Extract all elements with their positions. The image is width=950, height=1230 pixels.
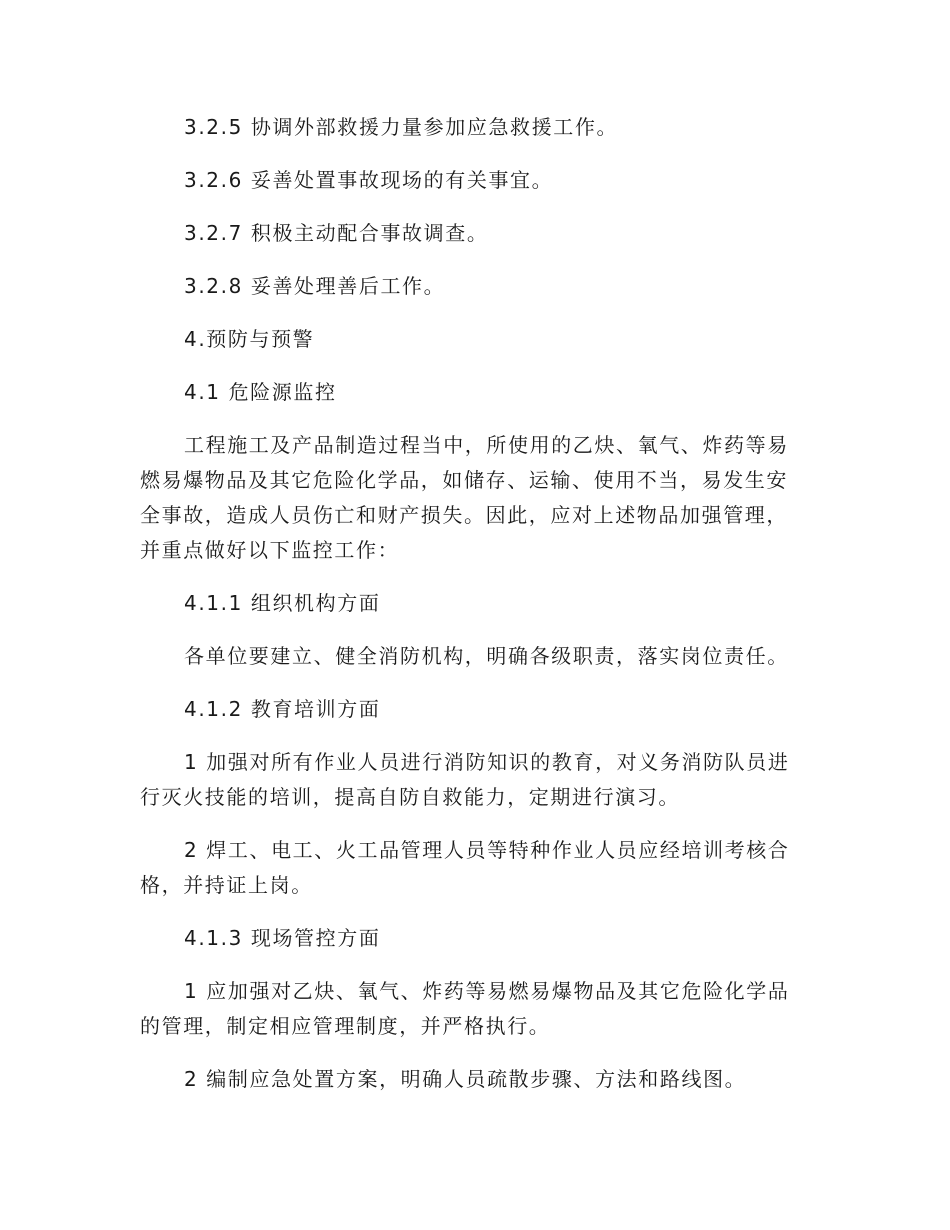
heading-4-prevention-warning: 4.预防与预警: [184, 327, 315, 351]
paragraph-site-control-2: 2 编制应急处置方案，明确人员疏散步骤、方法和路线图。: [184, 1067, 747, 1091]
heading-4-1-3-site-control: 4.1.3 现场管控方面: [184, 926, 381, 950]
paragraph-site-control-1: 1 应加强对乙炔、氧气、炸药等易燃易爆物品及其它危险化学品的管理，制定相应管理制度，并严格执行。: [140, 979, 790, 1038]
paragraph-3-2-6: 3.2.6 妥善处置事故现场的有关事宜。: [184, 168, 554, 192]
paragraph-training-1: 1 加强对所有作业人员进行消防知识的教育，对义务消防队员进行灭火技能的培训，提高自防自救能力，定期进行演习。: [140, 750, 790, 809]
paragraph-3-2-5: 3.2.5 协调外部救援力量参加应急救援工作。: [184, 115, 619, 139]
paragraph-3-2-7: 3.2.7 积极主动配合事故调查。: [184, 221, 489, 245]
heading-4-1-2-training: 4.1.2 教育培训方面: [184, 697, 381, 721]
document-body: [140, 110, 800, 1115]
paragraph-3-2-8: 3.2.8 妥善处理善后工作。: [184, 274, 446, 298]
heading-4-1-hazard-monitoring: 4.1 危险源监控: [184, 380, 337, 404]
heading-4-1-1-organization: 4.1.1 组织机构方面: [184, 591, 381, 615]
paragraph-hazard-description: 工程施工及产品制造过程当中，所使用的乙炔、氧气、炸药等易燃易爆物品及其它危险化学品，如储存、运输、使用不当，易发生安全事故，造成人员伤亡和财产损失。因此，应对上述物品加强管理，并重点做好以下监控工作：: [140, 433, 789, 562]
paragraph-training-2: 2 焊工、电工、火工品管理人员等特种作业人员应经培训考核合格，并持证上岗。: [140, 838, 790, 897]
paragraph-organization: 各单位要建立、健全消防机构，明确各级职责，落实岗位责任。: [184, 644, 789, 668]
